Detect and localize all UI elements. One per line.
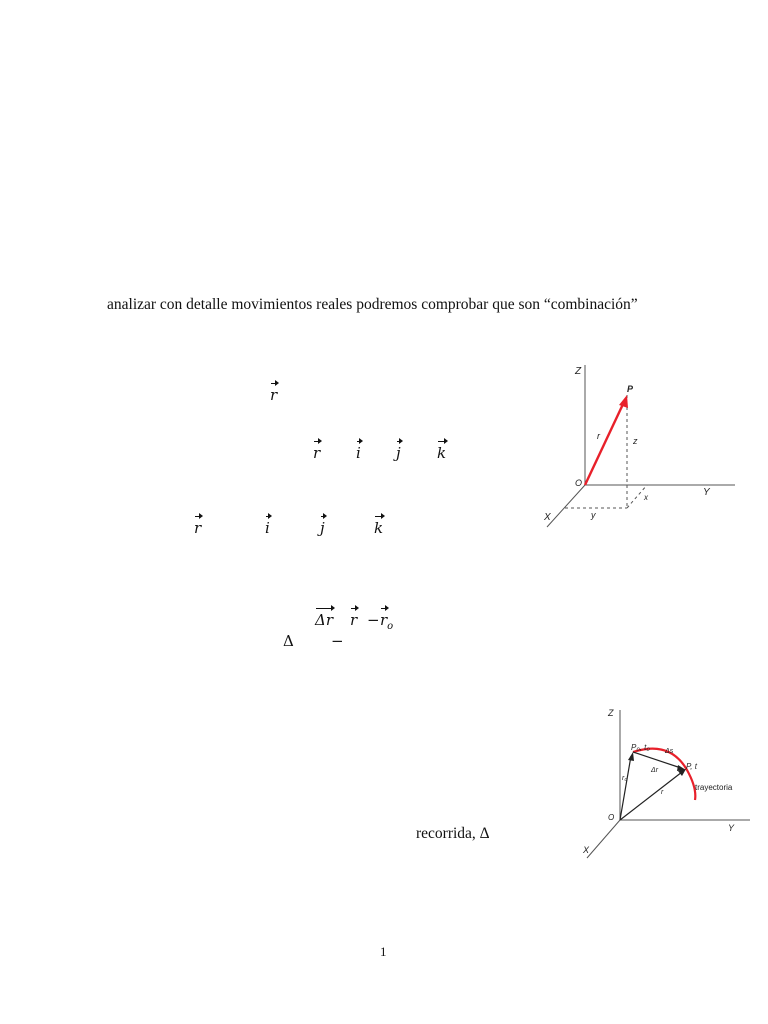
fig2-label-trajectory: trayectoria [695, 783, 733, 792]
eq1-k [437, 444, 446, 462]
eq1-vec-r: r [313, 444, 321, 462]
figure-position-vector [535, 355, 745, 535]
eq2-j [320, 519, 325, 537]
fig2-axis-x [587, 820, 620, 858]
fig2-origin: O [608, 813, 615, 822]
eq1-vec-i: i [356, 444, 361, 462]
fig1-axis-x [547, 485, 585, 527]
eq1-r [313, 444, 320, 462]
fig1-label-r: r [597, 431, 600, 441]
fig2-label-y: Y [728, 823, 735, 833]
fig2-label-delta-s: Δs [665, 748, 674, 755]
figure-trajectory [575, 700, 755, 870]
fig2-trajectory-curve [633, 749, 695, 800]
disp-vec-r0: r [380, 611, 388, 629]
eq2-vec-k: k [374, 519, 384, 537]
eq1-vec-j: j [396, 444, 401, 462]
fig2-label-z: Z [608, 708, 614, 718]
paragraph-line-1: analizar con detalle movimientos reales podremos comprobar que son “combinación” [107, 296, 638, 313]
fig1-label-z: Z [575, 366, 582, 377]
eq2-vec-j: j [320, 519, 325, 537]
disp-vec-delta-r: Δr [315, 611, 334, 629]
displacement-r0 [380, 611, 393, 632]
eq1-i [356, 444, 361, 462]
eq2-vec-r: r [194, 519, 202, 537]
fig1-label-x: X [544, 512, 551, 523]
fig1-label-y: Y [703, 487, 710, 498]
disp-vec-r: r [350, 611, 358, 629]
fig2-label-r0: r₀ [622, 775, 628, 782]
eq2-r [194, 519, 201, 537]
fig2-label-delta-r: Δr [651, 767, 659, 774]
delta-symbol: Δ [283, 632, 294, 650]
eq2-k [374, 519, 383, 537]
fig2-label-p: P, t [686, 762, 697, 771]
fig2-label-r: r [661, 789, 664, 796]
fig2-label-p0: P₀, t₀ [631, 743, 650, 752]
fig2-label-x: X [583, 845, 590, 855]
fig2-vector-r [620, 772, 682, 820]
disp-sub-o: o [387, 621, 394, 632]
fig1-label-comp-y: y [591, 510, 596, 520]
eq2-vec-i: i [265, 519, 270, 537]
delta-minus: − [331, 632, 344, 650]
displacement-delta-r [315, 611, 333, 629]
fig1-vector-r [585, 402, 624, 485]
vec-r: r [270, 386, 278, 404]
fig1-vector-arrowhead [619, 395, 628, 408]
displacement-r [350, 611, 357, 629]
vector-r-label [270, 386, 277, 404]
fig2-r0-arrowhead [628, 752, 634, 761]
fig2-vector-r0 [620, 756, 631, 820]
fig1-point-p: P [627, 384, 634, 394]
text-recorrida: recorrida, Δ [416, 825, 490, 842]
eq2-i [265, 519, 270, 537]
eq1-j [396, 444, 401, 462]
page-number: 1 [380, 944, 387, 959]
eq1-vec-k: k [437, 444, 447, 462]
displacement-minus: − [367, 611, 380, 629]
fig1-label-comp-z: z [633, 436, 638, 446]
fig1-label-comp-x: x [644, 493, 648, 502]
fig1-origin: O [575, 478, 583, 488]
